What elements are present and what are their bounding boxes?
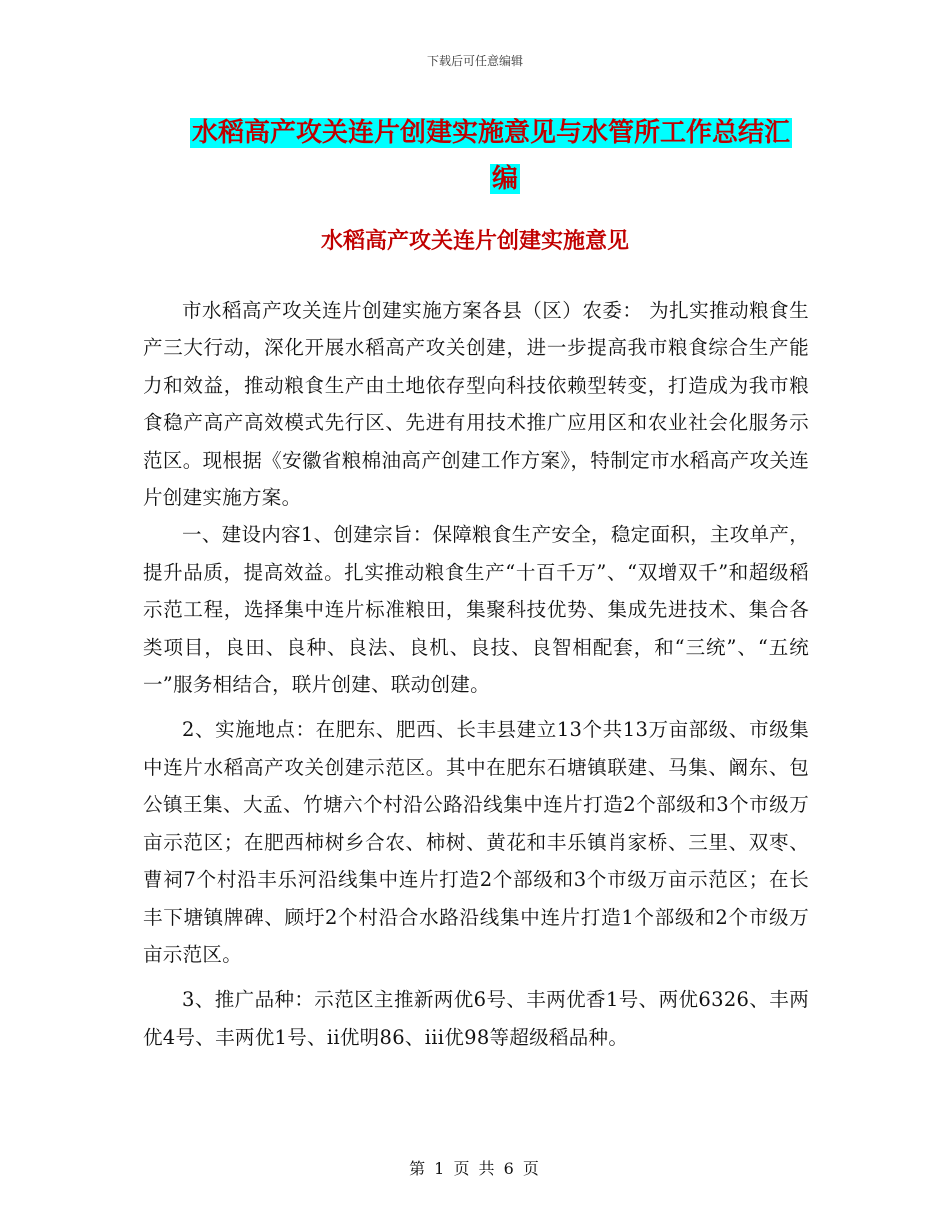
page-header-note: 下载后可任意编辑 xyxy=(426,54,523,68)
section-title: 水稻高产攻关连片创建实施意见 xyxy=(320,228,629,254)
document-title xyxy=(190,110,810,202)
paragraph-construction-content: 一、建设内容1、创建宗旨：保障粮食生产安全，稳定面积，主攻单产，提升品质，提高效益。扎实推动粮食生产“十百千万”、“双增双千”和超级稻示范工程，选择集中连片标准粮田，集聚科技优势、集成先进技术、集合各类项目，良田、良种、良法、良机、良技、良智相配套，和“三统”、“五统一”服务相结合，联片创建、联动创建。 xyxy=(143,523,809,697)
title-line-2-text: 编 xyxy=(491,164,518,194)
title-line-1-text: 水稻高产攻关连片创建实施意见与水管所工作总结汇 xyxy=(192,118,791,148)
title-line-2 xyxy=(190,156,810,202)
paragraph-varieties: 3、推广品种：示范区主推新两优6号、丰两优香1号、两优6326、丰两优4号、丰两优1号、ii优明86、iii优98等超级稻品种。 xyxy=(143,988,809,1049)
page-number: 第 1 页 共 6 页 xyxy=(409,1159,541,1178)
title-line-1 xyxy=(190,110,810,156)
paragraph-location: 2、实施地点：在肥东、肥西、长丰县建立13个共13万亩部级、市级集中连片水稻高产攻关创建示范区。其中在肥东石塘镇联建、马集、阚东、包公镇王集、大孟、竹塘六个村沿公路沿线集中连片打造2个部级和3个市级万亩示范区；在肥西柿树乡合农、柿树、黄花和丰乐镇肖家桥、三里、双枣、曹祠7个村沿丰乐河沿线集中连片打造2个部级和3个市级万亩示范区；在长丰下塘镇牌碑、顾圩2个村沿合水路沿线集中连片打造1个部级和2个市级万亩示范区。 xyxy=(143,718,809,966)
document-body xyxy=(143,292,809,1056)
paragraph-intro: 市水稻高产攻关连片创建实施方案各县（区）农委： 为扎实推动粮食生产三大行动，深化开展水稻高产攻关创建，进一步提高我市粮食综合生产能力和效益，推动粮食生产由土地依存型向科技依赖型转变，打造成为我市粮食稳产高产高效模式先行区、先进有用技术推广应用区和农业社会化服务示范区。现根据《安徽省粮棉油高产创建工作方案》，特制定市水稻高产攻关连片创建实施方案。 xyxy=(143,299,809,510)
